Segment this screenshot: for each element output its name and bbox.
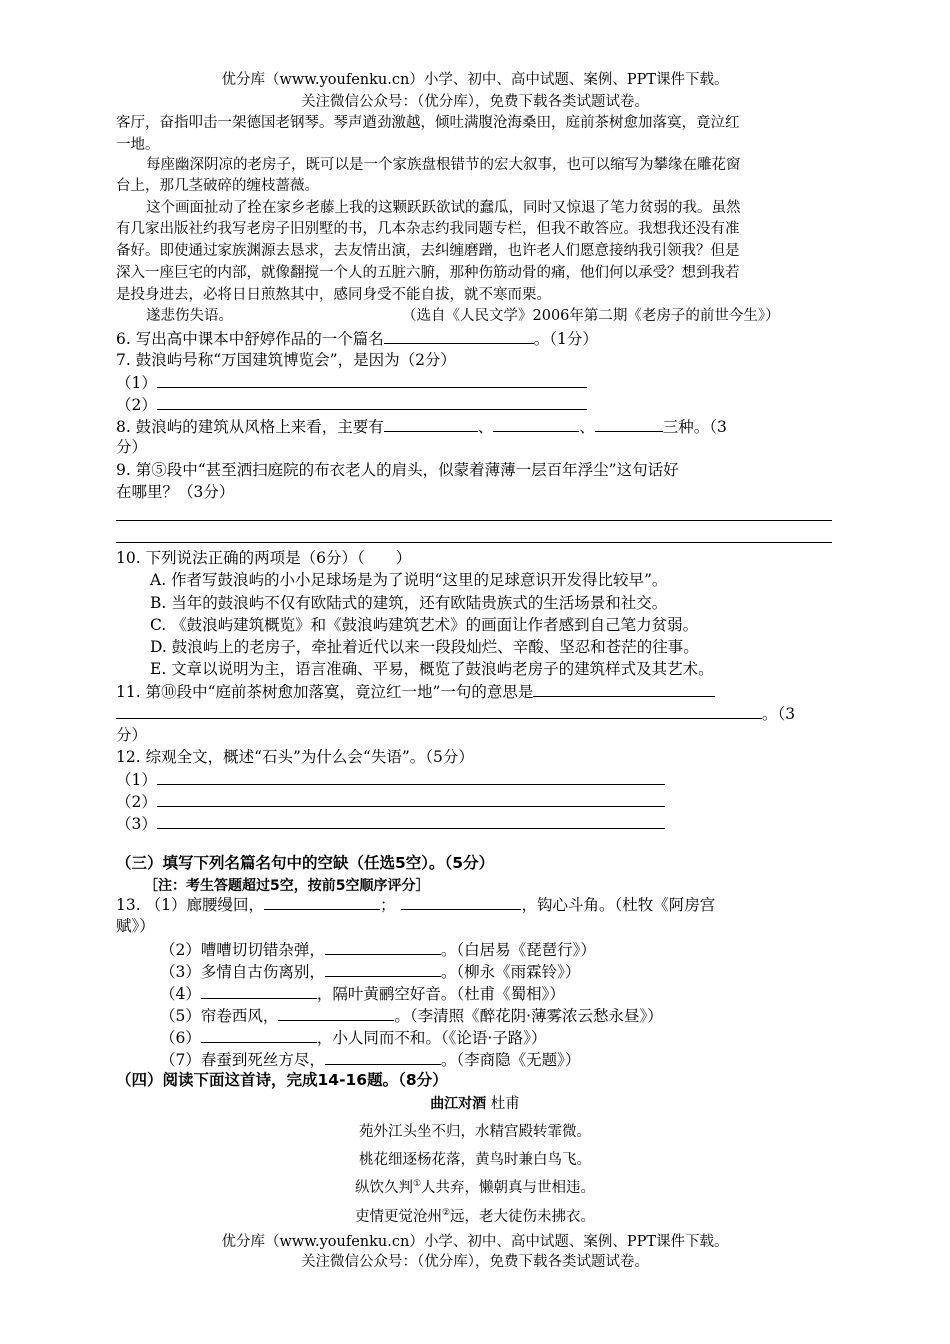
question-9-cont: 在哪里？（3分） bbox=[116, 483, 235, 501]
answer-blank[interactable] bbox=[325, 939, 441, 955]
question-12-sub-2: （2） bbox=[116, 791, 665, 812]
answer-blank[interactable] bbox=[401, 894, 521, 910]
question-13-item-6: （6） ，小人同而不和。（《论语·子路》） bbox=[160, 1029, 547, 1047]
answer-blank[interactable] bbox=[533, 681, 715, 697]
answer-blank[interactable] bbox=[264, 894, 380, 910]
question-13-cont: 赋》） bbox=[116, 917, 155, 935]
answer-blank[interactable] bbox=[325, 961, 441, 977]
section-4-title: （四）阅读下面这首诗，完成14-16题。（8分） bbox=[116, 1071, 448, 1089]
passage-line: 深入一座巨宅的内部，就像翻搅一个人的五脏六腑，那种伤筋动骨的痛，他们何以承受？想到我若 bbox=[116, 265, 740, 281]
poem-title: 曲江对酒 bbox=[430, 1096, 487, 1112]
question-12: 12. 综观全文，概述“石头”为什么会“失语”。（5分） bbox=[116, 748, 474, 766]
answer-blank[interactable] bbox=[157, 394, 587, 410]
question-13-item-3: （3）多情自古伤离别， 。（柳永《雨霖铃》） bbox=[160, 963, 581, 981]
option-a: A. 作者写鼓浪屿的小小足球场是为了说明“这里的足球意识开发得比较早”。 bbox=[150, 571, 668, 589]
question-12-sub-3: （3） bbox=[116, 813, 665, 834]
answer-line[interactable] bbox=[116, 542, 832, 543]
answer-line[interactable] bbox=[116, 520, 832, 521]
answer-blank[interactable] bbox=[201, 983, 317, 999]
section-3-note: ［注：考生答题超过5空，按前5空顺序评分］ bbox=[144, 878, 430, 894]
question-13-item-7: （7）春蚕到死丝方尽， 。（李商隐《无题》） bbox=[160, 1051, 581, 1069]
answer-blank[interactable] bbox=[116, 703, 762, 719]
header-line-2: 关注微信公众号：（优分库），免费下载各类试题试卷。 bbox=[301, 94, 649, 110]
question-11: 11. 第⑩段中“庭前茶树愈加落寞，竟泣红一地”一句的意思是 bbox=[116, 681, 715, 702]
passage-line: 备好。即使通过家族渊源去恳求，去友情出演，去纠缠磨蹭，也许老人们愿意接纳我引领我？但是 bbox=[116, 243, 740, 259]
option-b: B. 当年的鼓浪屿不仅有欧陆式的建筑，还有欧陆贵族式的生活场景和社交。 bbox=[150, 594, 668, 612]
footer-line-2: 关注微信公众号：（优分库），免费下载各类试题试卷。 bbox=[301, 1254, 649, 1270]
answer-blank[interactable] bbox=[157, 769, 665, 785]
passage-line: 有几家出版社约我写老房子旧别墅的书，几本杂志约我同题专栏，但我不敢答应。我想我还没有准 bbox=[116, 221, 740, 237]
poem-line-2: 桃花细逐杨花落，黄鸟时兼白鸟飞。 bbox=[359, 1152, 591, 1168]
answer-blank[interactable] bbox=[157, 813, 665, 829]
poem-author: 杜甫 bbox=[490, 1096, 520, 1112]
question-7-sub-2: （2） bbox=[116, 394, 587, 415]
header-line-1: 优分库（www.youfenku.cn）小学、初中、高中试题、案例、PPT课件下载。 bbox=[221, 72, 729, 88]
question-7: 7. 鼓浪屿号称“万国建筑博览会”，是因为（2分） bbox=[116, 351, 456, 369]
poem-line-3: 纵饮久判①人共弃，懒朝真与世相违。 bbox=[354, 1179, 596, 1196]
question-9: 9. 第⑤段中“甚至洒扫庭院的布衣老人的肩头，似蒙着薄薄一层百年浮尘”这句话好 bbox=[116, 461, 679, 479]
question-7-sub-1: （1） bbox=[116, 372, 587, 393]
footer-line-1: 优分库（www.youfenku.cn）小学、初中、高中试题、案例、PPT课件下载。 bbox=[221, 1234, 729, 1250]
passage-line: 这个画面扯动了拴在家乡老藤上我的这颗跃跃欲试的蠢瓜，同时又惊退了笔力贫弱的我。虽然 bbox=[146, 200, 741, 216]
option-e: E. 文章以说明为主，语言准确、平易，概览了鼓浪屿老房子的建筑样式及其艺术。 bbox=[150, 660, 714, 678]
answer-blank[interactable] bbox=[493, 416, 579, 432]
passage-line: 每座幽深阴凉的老房子，既可以是一个家族盘根错节的宏大叙事，也可以缩写为攀缘在雕花窗 bbox=[146, 157, 741, 173]
question-10: 10. 下列说法正确的两项是（6分）（ ） bbox=[116, 549, 412, 567]
question-8-cont: 分） bbox=[116, 438, 148, 456]
answer-blank[interactable] bbox=[278, 1005, 394, 1021]
option-d: D. 鼓浪屿上的老房子，牵扯着近代以来一段段灿烂、辛酸、坚忍和苍茫的往事。 bbox=[150, 638, 699, 656]
option-c: C. 《鼓浪屿建筑概览》和《鼓浪屿建筑艺术》的画面让作者感到自己笔力贫弱。 bbox=[150, 616, 699, 634]
answer-blank[interactable] bbox=[157, 791, 665, 807]
answer-blank[interactable] bbox=[325, 1049, 441, 1065]
answer-blank[interactable] bbox=[384, 416, 478, 432]
question-11-cont: 。（3 bbox=[116, 703, 795, 724]
question-13: 13. （1）廊腰缦回， ； ，钩心斗角。（杜牧《阿房宫 bbox=[116, 896, 716, 914]
passage-source: （选自《人民文学》2006年第二期《老房子的前世今生》） bbox=[402, 308, 780, 324]
poem-line-4: 吏情更觉沧州②远，老大徒伤未拂衣。 bbox=[354, 1208, 596, 1225]
question-12-sub-1: （1） bbox=[116, 769, 665, 790]
section-3-title: （三）填写下列名篇名句中的空缺（任选5空）。（5分） bbox=[116, 854, 495, 872]
question-8: 8. 鼓浪屿的建筑从风格上来看，主要有 、 、 三种。（3 bbox=[116, 418, 727, 436]
question-11-cont: 分） bbox=[116, 726, 148, 744]
footnote-marker: ① bbox=[412, 1179, 422, 1190]
passage-line: 客厅，奋指叩击一架德国老钢琴。琴声遒劲激越，倾吐满腹沧海桑田，庭前茶树愈加落寞，竟泣红 bbox=[116, 115, 740, 131]
question-13-item-5: （5）帘卷西风， 。（李清照《醉花阴·薄雾浓云愁永昼》） bbox=[160, 1007, 663, 1025]
question-13-item-4: （4） ，隔叶黄鹂空好音。（杜甫《蜀相》） bbox=[160, 985, 565, 1003]
answer-blank[interactable] bbox=[384, 328, 534, 344]
footnote-marker: ② bbox=[441, 1208, 451, 1219]
question-13-item-2: （2）嘈嘈切切错杂弹， 。（白居易《琵琶行》） bbox=[160, 941, 596, 959]
question-6: 6. 写出高中课本中舒婷作品的一个篇名 。（1分） bbox=[116, 330, 598, 348]
answer-blank[interactable] bbox=[157, 372, 587, 388]
answer-blank[interactable] bbox=[201, 1027, 317, 1043]
answer-blank[interactable] bbox=[595, 416, 663, 432]
passage-line: 台上，那几茎破碎的缠枝蔷薇。 bbox=[116, 178, 319, 194]
poem-heading bbox=[0, 1092, 950, 1113]
poem-line-1: 苑外江头坐不归，水精宫殿转霏微。 bbox=[359, 1124, 591, 1140]
passage-line: 是投身进去，必将日日煎熬其中，感同身受不能自拔，就不寒而栗。 bbox=[116, 287, 551, 303]
passage-line: 一地。 bbox=[116, 137, 160, 153]
passage-line: 遂悲伤失语。 bbox=[146, 308, 233, 324]
